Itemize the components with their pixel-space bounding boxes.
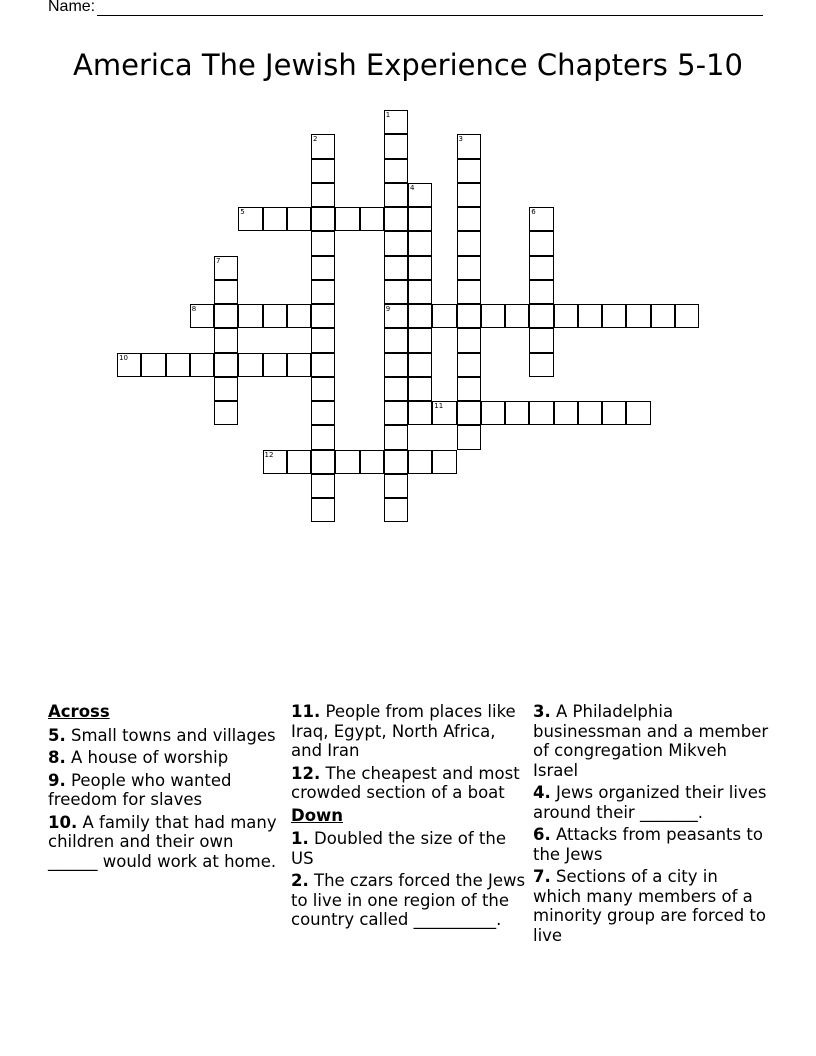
grid-cell[interactable] — [117, 353, 141, 377]
grid-cell[interactable] — [481, 304, 505, 328]
grid-cell[interactable] — [457, 159, 481, 183]
grid-cell[interactable] — [384, 134, 408, 158]
clue-number: 12. — [291, 763, 321, 783]
grid-cell[interactable] — [384, 304, 408, 328]
grid-cell[interactable] — [457, 256, 481, 280]
grid-cell[interactable] — [384, 159, 408, 183]
grid-cell[interactable] — [602, 401, 626, 425]
grid-cell[interactable] — [457, 377, 481, 401]
grid-cell[interactable] — [311, 377, 335, 401]
grid-cell[interactable] — [311, 328, 335, 352]
grid-cell[interactable] — [408, 256, 432, 280]
grid-cell[interactable] — [335, 207, 359, 231]
clue-text: A family that had many children and their own ______ would work at home. — [48, 812, 277, 871]
clue-number: 2. — [291, 871, 309, 890]
cell-number: 10 — [119, 353, 128, 362]
grid-cell[interactable] — [263, 353, 287, 377]
grid-cell[interactable] — [311, 183, 335, 207]
clue-text: Sections of a city in which many members of a minority group are forced to live — [533, 867, 766, 945]
grid-cell[interactable] — [505, 304, 529, 328]
grid-cell[interactable] — [311, 353, 335, 377]
clue-number: 11. — [291, 702, 321, 721]
clue-across-9 — [48, 771, 284, 810]
grid-cell[interactable] — [529, 207, 553, 231]
grid-cell[interactable] — [408, 328, 432, 352]
grid-cell[interactable] — [384, 498, 408, 522]
grid-cell[interactable] — [311, 498, 335, 522]
grid-cell[interactable] — [554, 304, 578, 328]
clue-down-4 — [533, 783, 769, 822]
grid-cell[interactable] — [578, 304, 602, 328]
grid-cell[interactable] — [214, 304, 238, 328]
grid-cell[interactable] — [408, 304, 432, 328]
grid-cell[interactable] — [214, 401, 238, 425]
grid-cell[interactable] — [408, 207, 432, 231]
cell-number: 1 — [385, 111, 391, 119]
grid-cell[interactable] — [408, 353, 432, 377]
clue-text: People who wanted freedom for slaves — [48, 770, 232, 809]
grid-cell[interactable] — [481, 401, 505, 425]
grid-cell[interactable] — [384, 450, 408, 474]
grid-cell[interactable] — [311, 401, 335, 425]
grid-cell[interactable] — [311, 207, 335, 231]
cell-number: 2 — [313, 135, 318, 144]
grid-cell[interactable] — [384, 207, 408, 231]
grid-cell[interactable] — [384, 231, 408, 255]
grid-cell[interactable] — [626, 304, 650, 328]
clue-number: 10. — [48, 812, 78, 832]
grid-cell[interactable] — [311, 256, 335, 280]
grid-cell[interactable] — [384, 280, 408, 304]
grid-cell[interactable] — [335, 450, 359, 474]
grid-cell[interactable] — [457, 425, 481, 449]
grid-cell[interactable] — [384, 401, 408, 425]
name-label: Name: — [48, 0, 96, 15]
grid-cell[interactable] — [457, 280, 481, 304]
grid-cell[interactable] — [529, 328, 553, 352]
clue-text: The cheapest and most crowded section of a boat — [291, 763, 520, 802]
cell-number: 3 — [458, 135, 463, 144]
grid-cell[interactable] — [457, 328, 481, 352]
grid-cell[interactable] — [432, 304, 456, 328]
grid-cell[interactable] — [408, 450, 432, 474]
clue-text: Jews organized their lives around their _______. — [533, 783, 767, 822]
grid-cell[interactable] — [214, 280, 238, 304]
clue-across-10 — [48, 813, 284, 872]
clue-text: The czars forced the Jews to live in one region of the country called __________. — [291, 871, 526, 929]
clue-across-12 — [291, 764, 527, 803]
grid-cell[interactable] — [214, 353, 238, 377]
grid-cell[interactable] — [457, 134, 481, 158]
clue-across-8 — [48, 748, 284, 768]
clue-text: People from places like Iraq, Egypt, North Africa, and Iran — [291, 702, 516, 760]
grid-cell[interactable] — [384, 353, 408, 377]
grid-cell[interactable] — [214, 328, 238, 352]
grid-cell[interactable] — [505, 401, 529, 425]
grid-cell[interactable] — [457, 401, 481, 425]
clues-column-3 — [533, 702, 769, 948]
grid-cell[interactable] — [578, 401, 602, 425]
grid-cell[interactable] — [529, 304, 553, 328]
grid-cell[interactable] — [529, 231, 553, 255]
grid-cell[interactable] — [287, 207, 311, 231]
clue-down-7 — [533, 867, 769, 945]
grid-cell[interactable] — [287, 304, 311, 328]
grid-cell[interactable] — [529, 256, 553, 280]
grid-cell[interactable] — [554, 401, 578, 425]
clue-across-11 — [291, 702, 527, 761]
grid-cell[interactable] — [263, 450, 287, 474]
grid-cell[interactable] — [529, 280, 553, 304]
grid-cell[interactable] — [384, 328, 408, 352]
clue-number: 3. — [533, 702, 551, 721]
page-title: America The Jewish Experience Chapters 5-10 — [73, 48, 743, 82]
clue-number: 8. — [48, 748, 66, 767]
grid-cell[interactable] — [287, 353, 311, 377]
grid-cell[interactable] — [263, 304, 287, 328]
clues-column-1 — [48, 702, 284, 874]
clue-down-3 — [533, 702, 769, 780]
grid-cell[interactable] — [675, 304, 699, 328]
grid-cell[interactable] — [190, 304, 214, 328]
grid-cell[interactable] — [360, 207, 384, 231]
grid-cell[interactable] — [311, 231, 335, 255]
grid-cell[interactable] — [141, 353, 165, 377]
grid-cell[interactable] — [651, 304, 675, 328]
grid-cell[interactable] — [432, 450, 456, 474]
clue-down-1 — [291, 829, 527, 868]
clue-number: 9. — [48, 770, 66, 790]
grid-cell[interactable] — [287, 450, 311, 474]
cell-number: 6 — [531, 208, 536, 216]
grid-cell[interactable] — [384, 377, 408, 401]
cell-number: 7 — [216, 256, 221, 265]
clue-text: A house of worship — [71, 748, 229, 767]
grid-cell[interactable] — [384, 425, 408, 449]
cell-number: 5 — [240, 208, 245, 216]
grid-cell[interactable] — [311, 474, 335, 498]
cell-number: 12 — [264, 450, 274, 459]
grid-cell[interactable] — [384, 474, 408, 498]
clue-text: Attacks from peasants to the Jews — [533, 825, 763, 864]
clue-text: Small towns and villages — [71, 725, 276, 745]
cell-number: 11 — [434, 402, 444, 410]
grid-cell[interactable] — [166, 353, 190, 377]
cell-number: 4 — [410, 183, 415, 192]
down-heading: Down — [291, 805, 344, 825]
grid-cell[interactable] — [529, 401, 553, 425]
clue-number: 7. — [533, 867, 551, 886]
grid-cell[interactable] — [408, 280, 432, 304]
grid-cell[interactable] — [457, 231, 481, 255]
grid-cell[interactable] — [311, 450, 335, 474]
clue-number: 4. — [533, 783, 551, 802]
clue-text: A Philadelphia businessman and a member of congregation Mikveh Israel — [533, 702, 769, 780]
grid-cell[interactable] — [311, 425, 335, 449]
grid-cell[interactable] — [214, 377, 238, 401]
grid-cell[interactable] — [457, 353, 481, 377]
grid-cell[interactable] — [408, 231, 432, 255]
grid-cell[interactable] — [190, 353, 214, 377]
grid-cell[interactable] — [311, 134, 335, 158]
clue-number: 1. — [291, 829, 309, 848]
grid-cell[interactable] — [384, 183, 408, 207]
grid-cell[interactable] — [238, 304, 262, 328]
grid-cell[interactable] — [457, 207, 481, 231]
grid-cell[interactable] — [432, 401, 456, 425]
grid-cell[interactable] — [384, 256, 408, 280]
grid-cell[interactable] — [263, 207, 287, 231]
grid-cell[interactable] — [360, 450, 384, 474]
clue-down-6 — [533, 825, 769, 864]
grid-cell[interactable] — [457, 183, 481, 207]
cell-number: 9 — [385, 305, 391, 313]
grid-cell[interactable] — [238, 207, 262, 231]
clue-text: Doubled the size of the US — [291, 829, 506, 868]
grid-cell[interactable] — [408, 401, 432, 425]
grid-cell[interactable] — [408, 183, 432, 207]
grid-cell[interactable] — [238, 353, 262, 377]
grid-cell[interactable] — [529, 353, 553, 377]
grid-cell[interactable] — [626, 401, 650, 425]
across-heading: Across — [48, 702, 110, 721]
grid-cell[interactable] — [457, 304, 481, 328]
grid-cell[interactable] — [408, 377, 432, 401]
cell-number: 8 — [191, 305, 197, 313]
grid-cell[interactable] — [384, 110, 408, 134]
grid-cell[interactable] — [311, 304, 335, 328]
grid-cell[interactable] — [602, 304, 626, 328]
clue-across-5 — [48, 726, 284, 746]
clue-number: 6. — [533, 825, 551, 844]
clue-number: 5. — [48, 725, 66, 745]
grid-cell[interactable] — [214, 256, 238, 280]
clue-down-2 — [291, 871, 527, 930]
grid-cell[interactable] — [311, 159, 335, 183]
grid-cell[interactable] — [311, 280, 335, 304]
clues-column-2 — [291, 702, 527, 933]
